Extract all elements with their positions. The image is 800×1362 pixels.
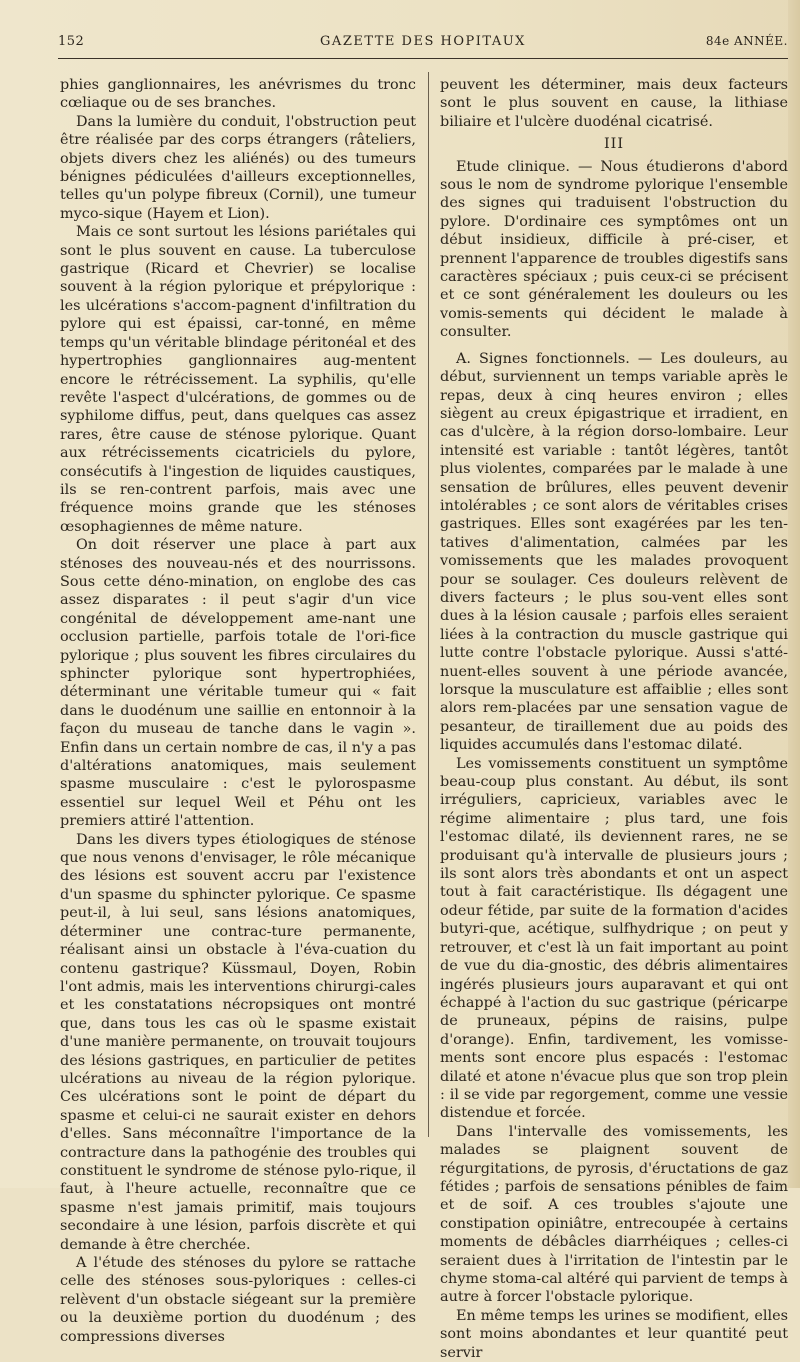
header-rule xyxy=(58,58,788,59)
left-column xyxy=(60,76,416,1346)
page-number: 152 xyxy=(58,34,85,49)
paragraph: Dans la lumière du conduit, l'obstruction peut être réalisée par des corps étrangers (râteliers, objets divers chez les aliénés) ou des tumeurs bénignes pédiculées d'ailleurs exceptionnelles, telles qu'un polype fibreux (Cornil), une tumeur myco-sique (Hayem et Lion). xyxy=(60,113,416,222)
paragraph: Les vomissements constituent un symptôme beau-coup plus constant. Au début, ils sont irréguliers, capricieux, variables avec le régime alimentaire ; plus tard, une fois l'estomac dilaté, ils deviennent rares, ne se produisant qu'à intervalle de plusieurs jours ; ils sont alors très abondants et ont un aspect tout à fait caractéristique. Ils dégagent une odeur fétide, par suite de la formation d'acides butyri-que, acétique, sulfhydrique ; on peut y retrouver, et c'est là un fait important au point de vue du dia-gnostic, des débris alimentaires ingérés plusieurs jours auparavant et qui ont échappé à l'action du suc gastrique (péricarpe de pruneaux, pépins de raisins, pulpe d'orange). Enfin, tardivement, les vomisse-ments sont encore plus espacés : l'estomac dilaté et atone n'évacue plus que son trop plein : il se vide par regorgement, comme une vessie distendue et forcée. xyxy=(440,755,788,1122)
right-column xyxy=(440,76,788,1362)
paragraph: A l'étude des sténoses du pylore se rattache celle des sténoses sous-pyloriques : celles-ci relèvent d'un obstacle siégeant sur la première ou la deuxième portion du duodénum ; des compressions diverses xyxy=(60,1255,416,1345)
section-number: III xyxy=(603,136,625,153)
journal-title: GAZETTE DES HOPITAUX xyxy=(320,34,526,49)
paragraph: Etude clinique. — Nous étudierons d'abord sous le nom de syndrome pylorique l'ensemble des signes qui traduisent l'obstruction du pylore. D'ordinaire ces symptômes ont un début insidieux, difficile à pré-ciser, et prennent l'apparence de troubles digestifs sans caractères spéciaux ; puis ceux-ci se précisent et ce sont généralement les douleurs ou les vomis-sements qui décident le malade à consulter. xyxy=(440,158,788,341)
paragraph: En même temps les urines se modifient, elles sont moins abondantes et leur quantité peut servir xyxy=(440,1307,788,1361)
paragraph: peuvent les déterminer, mais deux facteurs sont le plus souvent en cause, la lithiase biliaire et l'ulcère duodénal cicatrisé. xyxy=(440,77,788,130)
page-edge xyxy=(788,0,800,1188)
paragraph: Mais ce sont surtout les lésions pariétales qui sont le plus souvent en cause. La tuberculose gastrique (Ricard et Chevrier) se localise souvent à la région pylorique et prépylorique : les ulcérations s'accom-pagnent d'infiltration du pylore qui est épaissi, car-tonné, en même temps qu'un véritable blindage péritonéal et des hypertrophies ganglionnaires aug-mentent encore le rétrécissement. La syphilis, qu'elle revête l'aspect d'ulcérations, de gommes ou de syphilome diffus, peut, dans quelques cas assez rares, être cause de sténose pylorique. Quant aux rétrécissements cicatriciels du pylore, consécutifs à l'ingestion de liquides caustiques, ils se ren-contrent parfois, mais avec une fréquence moins grande que les sténoses œsophagiennes de même nature. xyxy=(60,224,416,535)
paragraph: Dans les divers types étiologiques de sténose que nous venons d'envisager, le rôle mécanique des lésions est souvent accru par l'existence d'un spasme du sphincter pylorique. Ce spasme peut-il, à lui seul, sans lésions anatomiques, déterminer une contrac-ture permanente, réalisant ainsi un obstacle à l'éva-cuation du contenu gastrique? Küssmaul, Doyen, Robin l'ont admis, mais les interventions chirurgi-cales et les constatations nécropsiques ont montré que, dans tous les cas où le spasme existait d'une manière permanente, on trouvait toujours des lésions gastriques, en particulier de petites ulcérations au niveau de la région pylorique. Ces ulcérations sont le point de départ du spasme et celui-ci ne saurait exister en dehors d'elles. Sans méconnaître l'importance de la contracture dans la pathogénie des troubles qui constituent le syndrome de sténose pylo-rique, il faut, à l'heure actuelle, reconnaître que ce spasme n'est jamais primitif, mais toujours secondaire à une lésion, parfois discrète et qui demande à être cherchée. xyxy=(60,831,416,1253)
paragraph: On doit réserver une place à part aux sténoses des nouveau-nés et des nourrissons. Sous cette déno-mination, on englobe des cas assez disparates : il peut s'agir d'un vice congénital de développement ame-nant une occlusion partielle, parfois totale de l'ori-fice pylorique ; plus souvent les fibres circulaires du sphincter pylorique sont hypertrophiées, déterminant une véritable tumeur qui « fait dans le duodénum une saillie en entonnoir à la façon du museau de tanche dans le vagin ». Enfin dans un certain nombre de cas, il n'y a pas d'altérations anatomiques, mais seulement spasme musculaire : c'est le pylorospasme essentiel sur lequel Weil et Péhu ont les premiers attiré l'attention. xyxy=(60,537,416,830)
column-divider xyxy=(428,72,429,1137)
paragraph: A. Signes fonctionnels. — Les douleurs, au début, surviennent un temps variable après le repas, deux à cinq heures environ ; elles siègent au creux épigastrique et irradient, en cas d'ulcère, à la région dorso-lombaire. Leur intensité est variable : tantôt légères, tantôt plus violentes, comparées par le malade à une sensation de brûlures, elles peuvent devenir intolérables ; ce sont alors de véritables crises gastriques. Elles sont exagérées par les ten-tatives d'alimentation, calmées par les vomissements que les malades provoquent pour se soulager. Ces douleurs relèvent de divers facteurs ; le plus sou-vent elles sont dues à la lésion causale ; parfois elles seraient liées à la contraction du muscle gastrique qui lutte contre l'obstacle pylorique. Aussi s'atté-nuent-elles souvent à une période avancée, lorsque la musculature est affaiblie ; elles sont alors rem-placées par une sensation vague de pesanteur, de tiraillement due au poids des liquides accumulés dans l'estomac dilaté. xyxy=(440,350,788,754)
paragraph: Dans l'intervalle des vomissements, les malades se plaignent souvent de régurgitations, de pyrosis, d'éructations de gaz fétides ; parfois de sensations pénibles de faim et de soif. A ces troubles s'ajoute une constipation opiniâtre, entrecoupée à certains moments de débâcles diarrhéiques ; celles-ci seraient dues à l'irritation de l'intestin par le chyme stoma-cal altéré qui parvient de temps à autre à forcer l'obstacle pylorique. xyxy=(440,1123,788,1306)
year-label: 84e ANNÉE. xyxy=(705,34,788,48)
paragraph: phies ganglionnaires, les anévrismes du tronc cœliaque ou de ses branches. xyxy=(60,77,416,112)
running-header xyxy=(58,30,788,54)
